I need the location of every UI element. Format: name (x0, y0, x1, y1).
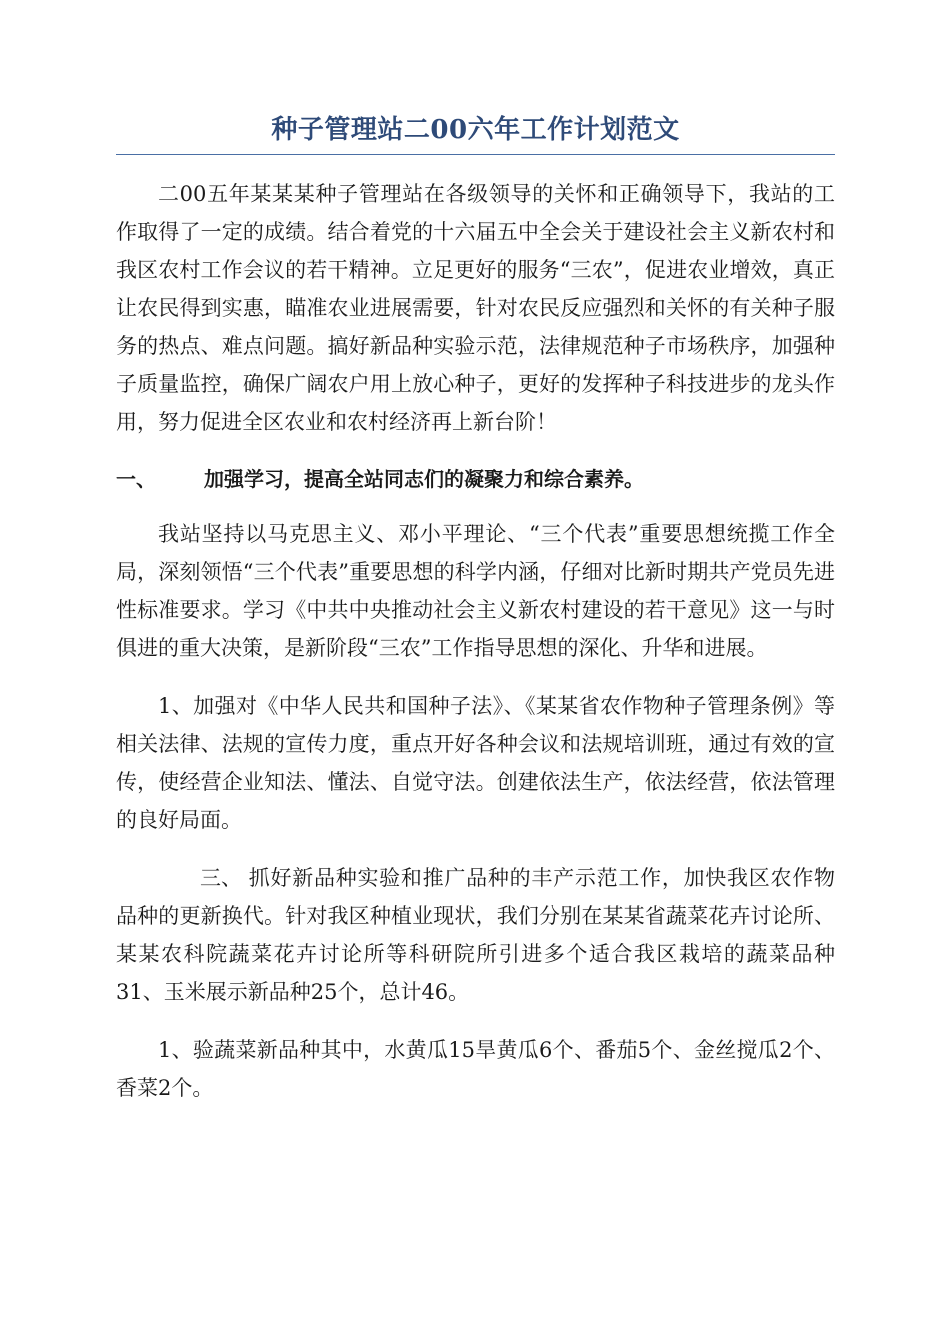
section-1-item-1: 1、加强对《中华人民共和国种子法》、《某某省农作物种子管理条例》等相关法律、法规的宣传力度，重点开好各种会议和法规培训班，通过有效的宣传，使经营企业知法、懂法、自觉守法。创建依法生产，依法经营，依法管理的良好局面。 (116, 694, 835, 832)
section-1-heading (116, 461, 835, 497)
section-1-title: 加强学习，提高全站同志们的凝聚力和综合素养。 (204, 467, 644, 491)
section-3-item-1: 1、验蔬菜新品种其中，水黄瓜15旱黄瓜6个、番茄5个、金丝搅瓜2个、香菜2个。 (116, 1038, 835, 1100)
intro-paragraph: 二00五年某某某种子管理站在各级领导的关怀和正确领导下，我站的工作取得了一定的成绩。结合着党的十六届五中全会关于建设社会主义新农村和我区农村工作会议的若干精神。立足更好的服务“三农”，促进农业增效，真正让农民得到实惠，瞄准农业进展需要，针对农民反应强烈和关怀的有关种子服务的热点、难点问题。搞好新品种实验示范，法律规范种子市场秩序，加强种子质量监控，确保广阔农户用上放心种子，更好的发挥种子科技进步的龙头作用，努力促进全区农业和农村经济再上新台阶！ (116, 182, 835, 434)
section-3-text: 抓好新品种实验和推广品种的丰产示范工作，加快我区农作物品种的更新换代。针对我区种植业现状，我们分别在某某省蔬菜花卉讨论所、某某农科院蔬菜花卉讨论所等科研院所引进多个适合我区栽培的蔬菜品种31、玉米展示新品种25个，总计46。 (116, 866, 835, 1004)
section-3-number: 三、 (200, 866, 242, 890)
document-page (116, 112, 835, 1127)
section-3-paragraph (116, 859, 835, 1011)
section-1-number: 一、 (116, 467, 156, 491)
section-1-paragraph: 我站坚持以马克思主义、邓小平理论、“三个代表”重要思想统揽工作全局，深刻领悟“三个代表”重要思想的科学内涵，仔细对比新时期共产党员先进性标准要求。学习《中共中央推动社会主义新农村建设的若干意见》这一与时俱进的重大决策，是新阶段“三农”工作指导思想的深化、升华和进展。 (116, 522, 835, 660)
document-title: 种子管理站二00六年工作计划范文 (116, 112, 835, 155)
